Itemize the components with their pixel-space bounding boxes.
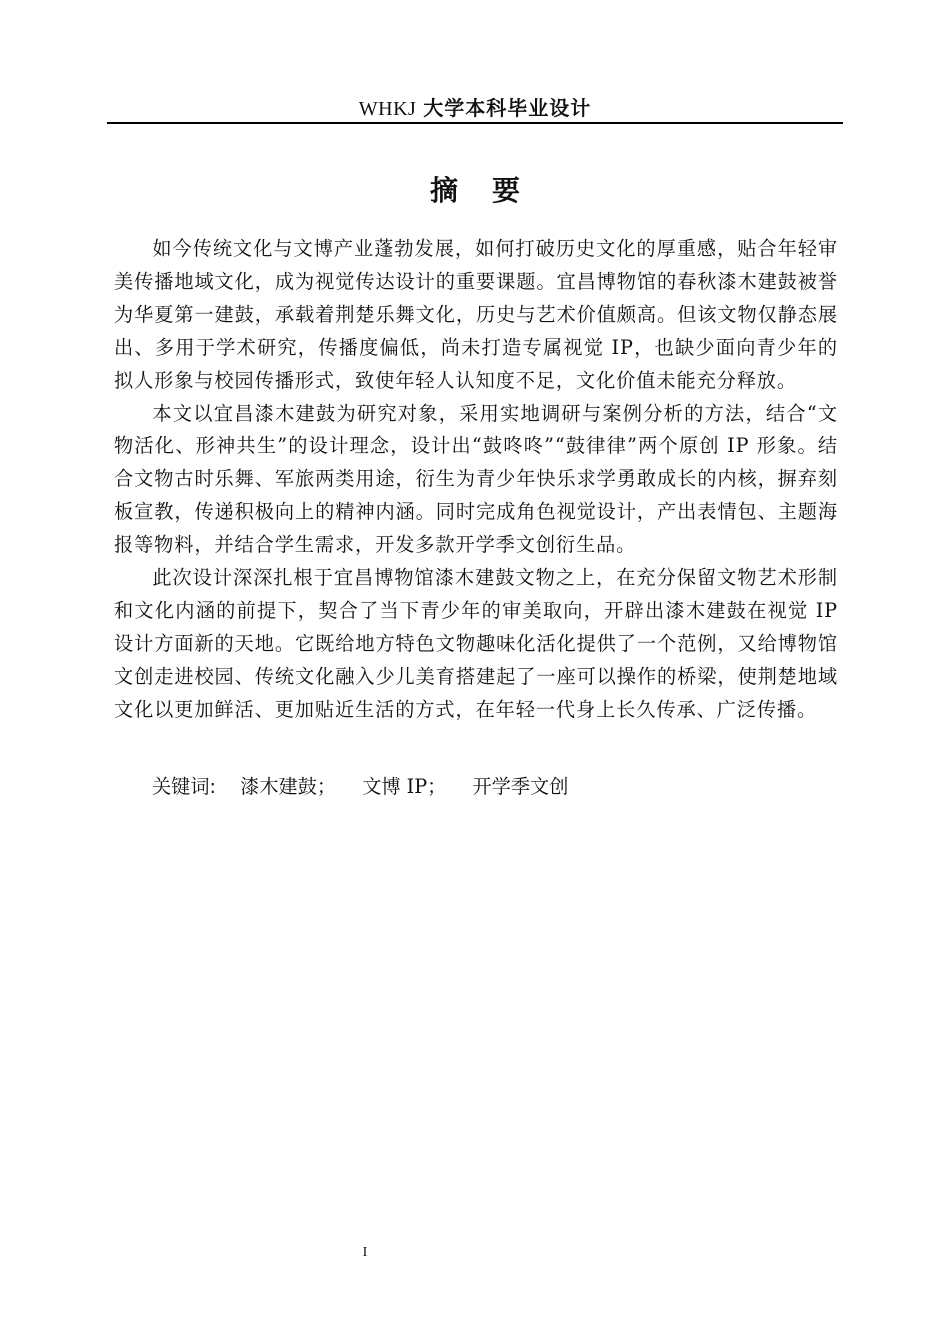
header-document-type: 大学本科毕业设计 [423, 96, 592, 120]
keywords-line [152, 773, 842, 801]
keyword-separator: ； [316, 775, 337, 798]
abstract-paragraph: 如今传统文化与文博产业蓬勃发展，如何打破历史文化的厚重感，贴合年轻审美传播地域文化，成为视觉传达设计的重要课题。宜昌博物馆的春秋漆木建鼓被誉为华夏第一建鼓，承载着荆楚乐舞文化，历史与艺术价值颇高。但该文物仅静态展出、多用于学术研究，传播度偏低，尚未打造专属视觉 IP，也缺少面向青少年的拟人形象与校园传播形式，致使年轻人认知度不足，文化价值未能充分释放。 [114, 237, 838, 392]
abstract-paragraph: 此次设计深深扎根于宜昌博物馆漆木建鼓文物之上，在充分保留文物艺术形制和文化内涵的前提下，契合了当下青少年的审美取向，开辟出漆木建鼓在视觉 IP 设计方面新的天地。它既给地方特色文物趣味化活化提供了一个范例，又给博物馆文创走进校园、传统文化融入少儿美育搭建起了一座可以操作的桥梁，使荆楚地域文化以更加鲜活、更加贴近生活的方式，在年轻一代身上长久传承、广泛传播。 [114, 566, 838, 721]
keyword-separator: ； [427, 775, 447, 798]
keyword-item: 文博 IP [362, 775, 428, 798]
header-school-code: WHKJ [358, 98, 417, 120]
abstract-paragraph: 本文以宜昌漆木建鼓为研究对象，采用实地调研与案例分析的方法，结合“文物活化、形神共生”的设计理念，设计出“鼓咚咚”“鼓律律”两个原创 IP 形象。结合文物古时乐舞、军旅两类用途，衍生为青少年快乐求学勇敢成长的内核，摒弃刻板宣教，传递积极向上的精神内涵。同时完成角色视觉设计，产出表情包、主题海报等物料，并结合学生需求，开发多款开学季文创衍生品。 [114, 401, 838, 557]
page-header [107, 95, 843, 122]
abstract-body [114, 233, 838, 727]
page-title: 摘要 [429, 174, 554, 207]
header-rule [107, 122, 843, 124]
keyword-item: 开学季文创 [472, 775, 569, 798]
keyword-item: 漆木建鼓 [240, 775, 317, 798]
keywords-label: 关键词: [152, 775, 217, 798]
page-number: I [362, 1245, 368, 1260]
